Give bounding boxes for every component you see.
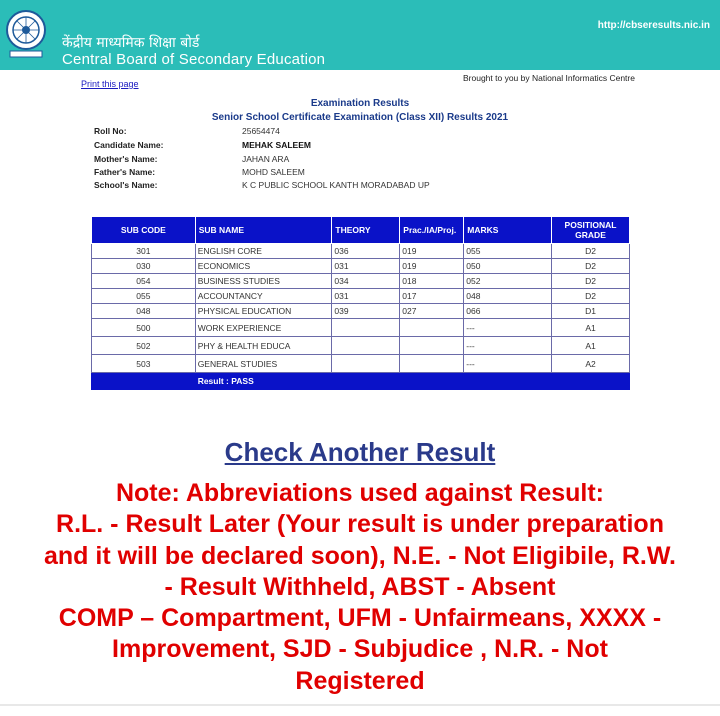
grade-cell: A2 [552,355,630,373]
sub-code-cell: 502 [92,337,196,355]
school-name-value: K C PUBLIC SCHOOL KANTH MORADABAD UP [242,180,430,190]
table-row [92,244,630,259]
table-row [92,274,630,289]
abbreviation-note [0,478,720,697]
note-line: COMP – Compartment, UFM - Unfairmeans, XXXX - [58,604,662,633]
result-row [92,373,630,390]
sub-name-cell: ECONOMICS [195,259,332,274]
exam-subtitle: Senior School Certificate Examination (Class XII) Results 2021 [211,112,509,123]
site-header [0,0,720,70]
sub-code-cell: 030 [92,259,196,274]
table-row [92,355,630,373]
board-name-hindi: केंद्रीय माध्यमिक शिक्षा बोर्ड [62,35,200,51]
note-line: - Result Withheld, ABST - Absent [164,572,556,601]
marks-cell: --- [464,355,552,373]
prac-cell [400,337,464,355]
col-sub-code: SUB CODE [92,217,196,244]
marks-cell: 066 [464,304,552,319]
note-line: Registered [295,666,425,695]
sub-code-cell: 048 [92,304,196,319]
sub-name-cell: PHYSICAL EDUCATION [195,304,332,319]
sub-name-cell: GENERAL STUDIES [195,355,332,373]
theory-cell: 039 [332,304,400,319]
sub-code-cell: 054 [92,274,196,289]
table-header-row [92,217,630,244]
candidate-name-value: MEHAK SALEEM [242,140,311,150]
theory-cell: 036 [332,244,400,259]
note-line: and it will be declared soon), N.E. - Not Eligibile, R.W. [43,541,676,570]
table-row [92,319,630,337]
sub-name-cell: BUSINESS STUDIES [195,274,332,289]
site-url: http://cbseresults.nic.in [597,20,710,31]
theory-cell [332,319,400,337]
result-spacer [92,373,196,390]
col-positional-grade: POSITIONAL GRADE [552,217,630,244]
col-prac: Prac./IA/Proj. [400,217,464,244]
marks-cell: 055 [464,244,552,259]
theory-cell: 031 [332,259,400,274]
result-status: Result : PASS [195,373,629,390]
theory-cell: 034 [332,274,400,289]
grade-cell: A1 [552,319,630,337]
prac-cell: 019 [400,244,464,259]
prac-cell [400,319,464,337]
sub-name-cell: ENGLISH CORE [195,244,332,259]
exam-title: Examination Results [310,98,410,109]
father-name-value: MOHD SALEEM [242,167,305,177]
sub-code-cell: 301 [92,244,196,259]
school-name-label: School's Name: [94,180,158,190]
grade-cell: D2 [552,259,630,274]
roll-value: 25654474 [242,126,280,136]
roll-label: Roll No: [94,126,127,136]
sub-name-cell: ACCOUNTANCY [195,289,332,304]
prac-cell [400,355,464,373]
theory-cell [332,355,400,373]
grade-cell: D1 [552,304,630,319]
table-row [92,259,630,274]
table-row [92,304,630,319]
prac-cell: 027 [400,304,464,319]
marks-cell: 052 [464,274,552,289]
col-marks: MARKS [464,217,552,244]
mother-name-value: JAHAN ARA [242,154,290,164]
sub-code-cell: 503 [92,355,196,373]
father-name-label: Father's Name: [94,167,156,177]
sub-code-cell: 055 [92,289,196,304]
brought-by-text: Brought to you by National Informatics Centre [463,73,635,83]
mother-name-label: Mother's Name: [94,154,158,164]
table-row [92,289,630,304]
col-sub-name: SUB NAME [195,217,332,244]
note-line: Note: Abbreviations used against Result: [115,479,605,507]
prac-cell: 018 [400,274,464,289]
table-row [92,337,630,355]
marks-cell: --- [464,319,552,337]
bottom-divider [0,704,720,706]
marks-cell: --- [464,337,552,355]
grade-cell: D2 [552,244,630,259]
prac-cell: 019 [400,259,464,274]
sub-name-cell: WORK EXPERIENCE [195,319,332,337]
note-line: Improvement, SJD - Subjudice , N.R. - Not [112,635,608,664]
sub-code-cell: 500 [92,319,196,337]
board-name-english: Central Board of Secondary Education [62,51,326,68]
check-another-result-link[interactable]: Check Another Result [224,437,496,467]
theory-cell: 031 [332,289,400,304]
candidate-name-label: Candidate Name: [94,140,164,150]
marks-table [91,216,630,390]
print-page-link[interactable]: Print this page [81,79,139,89]
cbse-emblem-icon [4,6,48,62]
sub-name-cell: PHY & HEALTH EDUCA [195,337,332,355]
prac-cell: 017 [400,289,464,304]
grade-cell: D2 [552,289,630,304]
col-theory: THEORY [332,217,400,244]
marks-cell: 048 [464,289,552,304]
grade-cell: D2 [552,274,630,289]
grade-cell: A1 [552,337,630,355]
marks-cell: 050 [464,259,552,274]
theory-cell [332,337,400,355]
note-line: R.L. - Result Later (Your result is under preparation [56,510,664,539]
